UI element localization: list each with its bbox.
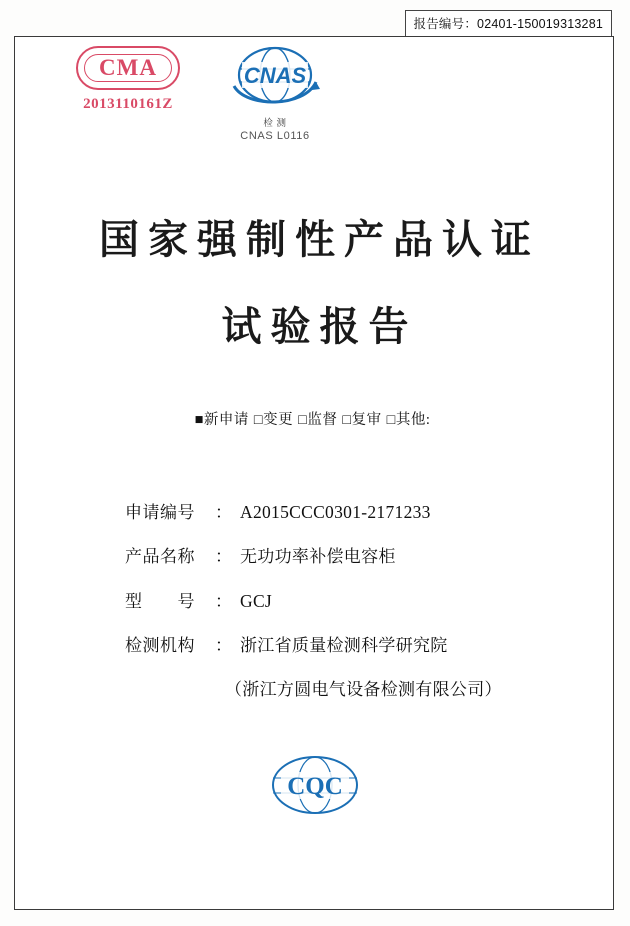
report-number-value: 02401-150019313281 <box>477 17 603 31</box>
field-label-model: 型 号 <box>125 592 195 611</box>
field-colon-testing-organization: ： <box>215 636 232 655</box>
field-colon-application-number: ： <box>215 503 232 522</box>
page-title: 国家强制性产品认证 <box>99 217 540 262</box>
field-value-model: GCJ <box>240 591 273 611</box>
option-review[interactable]: □复审 <box>342 412 382 428</box>
cqc-logo <box>267 752 363 822</box>
field-colon-model: ： <box>215 592 232 611</box>
field-value-product-name: 无功功率补偿电容柜 <box>240 547 396 566</box>
report-number-box <box>405 10 612 37</box>
page-subtitle: 试验报告 <box>221 304 418 349</box>
field-row-testing-organization <box>125 624 545 668</box>
cma-badge-icon <box>76 46 180 90</box>
field-label-product-name: 产品名称 <box>125 547 195 566</box>
cnas-sub-label: 检 测 <box>263 118 287 129</box>
field-row-product-name <box>125 535 545 579</box>
field-value-application-number: A2015CCC0301-2171233 <box>240 502 431 522</box>
cma-logo-text: CMA <box>99 55 157 80</box>
svg-text:CNAS: CNAS <box>243 63 307 88</box>
option-other[interactable]: □其他: <box>386 412 431 428</box>
cnas-logo <box>210 42 340 142</box>
cma-code: 2013110161Z <box>83 96 173 112</box>
option-supervision[interactable]: □监督 <box>298 412 338 428</box>
report-number-label: 报告编号： <box>413 17 478 31</box>
certification-logos <box>60 42 360 162</box>
field-colon-product-name: ： <box>215 547 232 566</box>
svg-text:CQC: CQC <box>287 773 343 800</box>
field-label-application-number: 申请编号 <box>125 503 195 522</box>
field-label-testing-organization: 检测机构 <box>125 636 195 655</box>
field-value-testing-organization: 浙江省质量检测科学研究院 <box>240 636 448 655</box>
option-change[interactable]: □变更 <box>253 412 294 428</box>
field-list <box>125 490 545 712</box>
cnas-globe-icon <box>226 42 324 114</box>
field-row-model <box>125 579 545 624</box>
field-row-application-number <box>125 490 545 535</box>
field-value-testing-organization-line2: （浙江方圆电气设备检测有限公司） <box>225 680 502 699</box>
cnas-code: CNAS L0116 <box>240 130 310 142</box>
option-new-application[interactable]: ■新申请 <box>194 412 249 428</box>
cma-logo <box>68 46 188 113</box>
application-type-options <box>0 408 630 429</box>
